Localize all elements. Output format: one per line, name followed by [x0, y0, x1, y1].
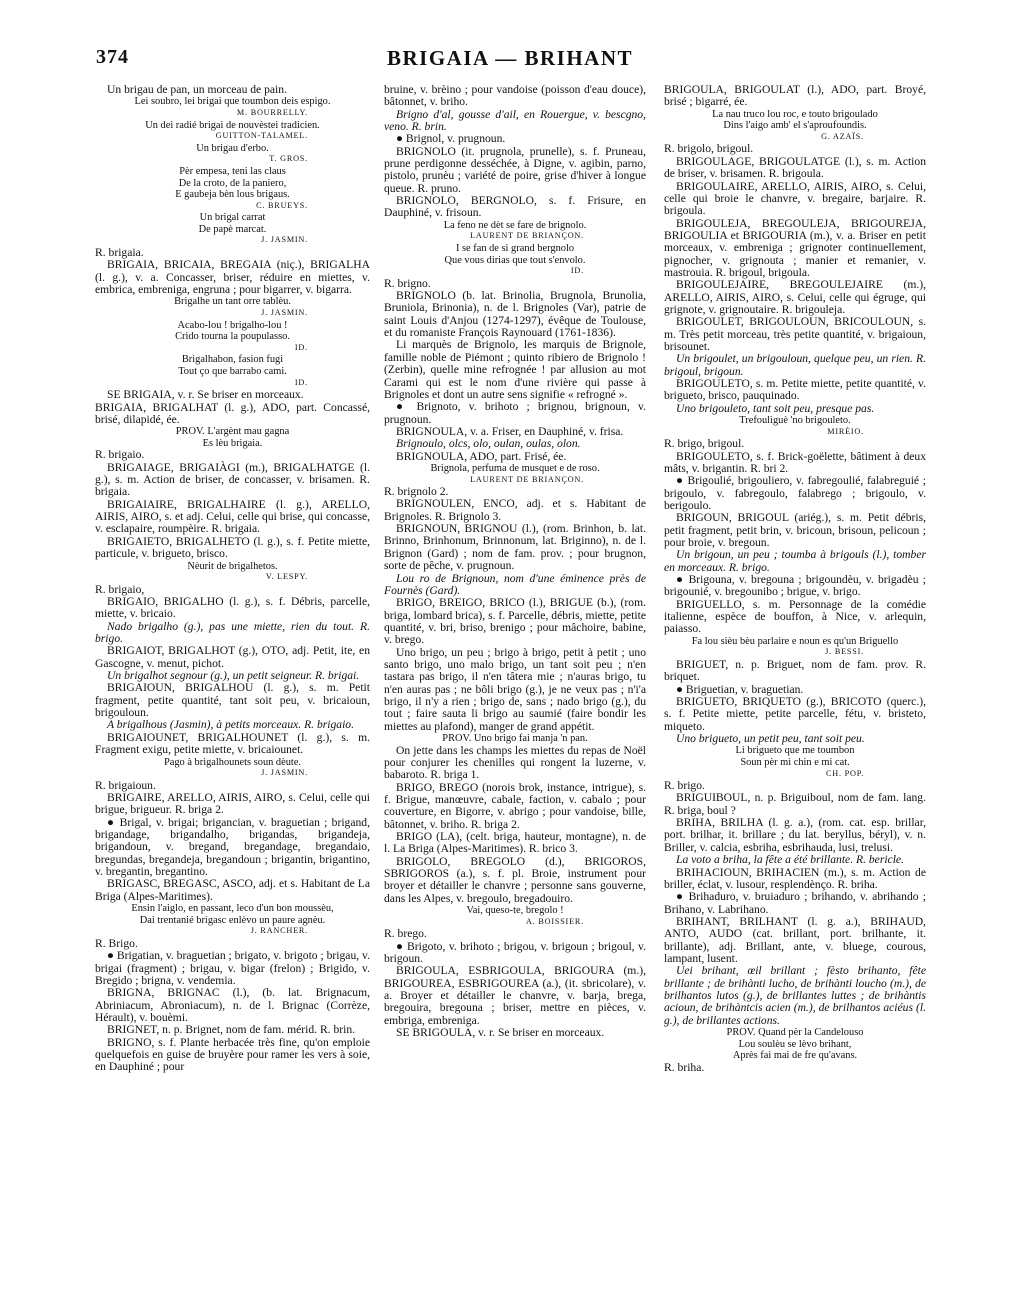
entry-paragraph: BRIGNOULA, ADO, part. Frisé, ée. — [396, 449, 567, 463]
quotation-author: M. BOURRELLY. — [236, 107, 308, 117]
entry-paragraph: SE BRIGOULA, v. r. Se briser en morceaux. — [396, 1025, 605, 1039]
quotation-author: G. AZAÏS. — [821, 131, 864, 141]
entry-paragraph: R. brigaio. — [95, 448, 145, 462]
quotation-line: Trefoulìguè 'no brigouleto. — [739, 415, 851, 427]
quotation-line: De la croto, de la paniero, — [178, 177, 287, 189]
quotation-line: Que vous dirias que tout s'envolo. — [444, 254, 586, 266]
entry-paragraph: Un brigoulet, un brigouloun, quelque peu, un rien. R. brigoul, brigoun. — [664, 352, 926, 378]
quotation-line: Un dei radié brigai de nouvèstei tradicien. — [145, 119, 320, 131]
entry-paragraph: BRIHA, BRILHA (l. g. a.), (rom. cat. esp. brillar, port. brilhar, it. brillare ; du lat. beryllus, béryl), v. n. Briller, v. calcia, esbriha, esbrihauda, lusi, trelusi. — [664, 816, 926, 854]
entry-paragraph: On jette dans les champs les miettes du repas de Noël pour conjurer les chenilles qui rongent la luzerne, v. babaroto. R. briga 1. — [384, 743, 646, 782]
entry-paragraph: BRIGO, BREIGO, BRICO (l.), BRIGUE (b.), (rom. briga, lombard brica), s. f. Parcelle, débris, miette, petite quantité, v. bri, briso, brenigo ; pour mâchoire, babine, v. brego. — [384, 596, 646, 647]
entry-paragraph: ● Brigal, v. brigai; brigancian, v. braguetian ; brigand, brigandage, brigandalho, brigandas, brigandeja, brigandoun, v. bregand, bregandage, bregandaio, bregundas, bregandeja, bregandoun ; brigantin, brigantino, v. bregantin, bregantino. — [95, 815, 370, 879]
entry-paragraph: BRIHACIOUN, BRIHACIEN (m.), s. m. Action de briller, éclat, v. lusour, resplendènço. R. briha. — [664, 865, 926, 891]
entry-paragraph: BRIGOULAGE, BRIGOULATGE (l.), s. m. Action de briser, v. brisamen. R. brigoula. — [664, 154, 926, 181]
entry-paragraph: BRIGOULEJA, BREGOULEJA, BRIGOUREJA, BRIGOULIA et BRIGOURIA (m.), v. a. Briser en petit morceaux, v. embreniga ; grignoter continuellement, pignocher, v. grignouta ; manier et remanier, v. mastrouia. R. brigoul, brigoula. — [664, 216, 926, 279]
quotation-line: Ensin l'aiglo, en passant, leco d'un bon moussèu, — [131, 903, 334, 915]
entry-paragraph: BRIGUIBOUL, n. p. Briguiboul, nom de fam. lang. R. briga, boul ? — [664, 791, 926, 817]
entry-paragraph: Li marquès de Brignolo, les marquis de Brignole, famille noble de Piémont ; quinto ribiero de Brignolo ! (Zerbin), quelle mine refrognée ! par allusion au mot Carami qui est le nom d'une rivière qui passe à Brignoles et dont un autre sens signifie « refrogné ». — [384, 338, 646, 401]
entry-paragraph: Uno brigouleto, tant soit peu, presque pas. — [676, 401, 875, 415]
entry-paragraph: R. brigaia. — [95, 246, 144, 260]
entry-paragraph: R. brignolo 2. — [384, 485, 449, 499]
quotation-author: ID. — [294, 377, 308, 387]
entry-paragraph: ● Brigouna, v. bregouna ; brigoundèu, v. brigadèu ; brigounié, v. bregounibo ; brigue, v. brigo. — [664, 573, 926, 599]
entry-paragraph: BRIGAIA, BRICAIA, BREGAIA (niç.), BRIGALHA (l. g.), v. a. Concasser, briser, réduire en miettes, v. embrica, embreniga, engruna ; pour bigarrer, v. bigarra. — [95, 258, 370, 297]
quotation-line: Fa lou sièu bèu parlaire e noun es qu'un Briguello — [691, 635, 899, 647]
entry-paragraph: BRIGAIA, BRIGALHAT (l. g.), ADO, part. Concassé, brisé, dilapidé, ée. — [95, 400, 370, 426]
quotation-author: LAURENT DE BRIANÇON. — [470, 231, 584, 241]
quotation-line: La nau truco lou roc, e touto brigoulado — [712, 108, 878, 120]
entry-paragraph: BRIGAIRE, ARELLO, AIRIS, AIRO, s. Celui, celle qui brigue, brigueur. R. briga 2. — [95, 791, 370, 817]
quotation-line: Pèr empesa, teni las claus — [179, 165, 286, 177]
dictionary-column-middle — [384, 84, 646, 1296]
entry-paragraph: ● Brihaduro, v. bruiaduro ; brihando, v. abrihando ; Brihano, v. Labrihano. — [664, 890, 926, 916]
entry-paragraph: BRIGOULA, ESBRIGOULA, BRIGOURA (m.), BRIGOUREA, ESBRIGOUREA (a.), (it. sbricolare), v. a. Broyer et détailler le chanvre, v. barja, brega, bregouira, bregouna ; briser, mettre en pièces, v. embriga, embreniga. — [384, 964, 646, 1027]
entry-paragraph: R. briha. — [664, 1060, 705, 1074]
quotation-author: T. GROS. — [269, 154, 308, 164]
entry-paragraph: Brigno d'al, gousse d'ail, en Rouergue, v. bescgno, veno. R. brin. — [384, 107, 646, 134]
entry-paragraph: BRIGAIOT, BRIGALHOT (g.), OTO, adj. Petit, ite, en Gascogne, v. menut, pichot. — [95, 644, 370, 670]
entry-paragraph: BRIGOLO, BREGOLO (d.), BRIGOROS, SBRIGOROS (a.), s. f. pl. Broie, instrument pour broyer et détailler le chanvre ; personne sans gouverne, dans les Alpes, v. bregoulo, bregadouiro. — [384, 854, 646, 905]
entry-paragraph: BRIGAIAIRE, BRIGALHAIRE (l. g.), ARELLO, AIRIS, AIRO, s. et adj. Celui, celle qui brise, qui concasse, v. esclapaire, roumpèire. R. brigaia. — [95, 497, 370, 536]
entry-paragraph: ● Briguetian, v. braguetian. — [676, 682, 804, 696]
entry-paragraph: BRIGAIETO, BRIGALHETO (l. g.), s. f. Petite miette, particule, v. brigueto, brisco. — [95, 534, 370, 561]
quotation-author: J. BESSI. — [825, 647, 864, 657]
entry-paragraph: ● Brignol, v. prugnoun. — [396, 132, 506, 146]
entry-paragraph: BRIGAIAGE, BRIGAIÀGI (m.), BRIGALHATGE (l. g.), s. m. Action de briser, de concasser, v. brisamen. R. brigaia. — [95, 460, 370, 499]
entry-paragraph: BRIGNA, BRIGNAC (l.), (b. lat. Brignacum, Abriniacum, Abroniacum), n. de l. Brignac (Corrèze, Hérault), v. bouèmi. — [95, 986, 370, 1024]
entry-paragraph: La voto a briha, la fête a été brillante. R. bericle. — [676, 853, 904, 867]
entry-paragraph: ● Brigoto, v. brihoto ; brigou, v. brigoun ; brigoul, v. brigoun. — [384, 939, 646, 965]
quotation-line: Lou soulèu se lèvo brihant, — [738, 1038, 852, 1050]
quotation-author: LAURENT DE BRIANÇON. — [470, 474, 584, 484]
entry-paragraph: R. brigaioun. — [95, 778, 156, 792]
entry-paragraph: R. brego. — [384, 927, 427, 941]
entry-paragraph: BRIGOULET, BRIGOULOUN, BRICOULOUN, s. m. Très petit morceau, très petite quantité, v. brigaioun, brisounet. — [664, 315, 926, 353]
quotation-line: Dins l'aigo amb' el s'aproufoundis. — [723, 120, 867, 132]
entry-paragraph: BRIGAIOUN, BRIGALHOU (l. g.), s. m. Petit fragment, petite quantité, tant soit peu, v. bricaioun, brigouloun. — [95, 681, 370, 720]
entry-paragraph: BRIGO, BREGO (norois brok, instance, intrigue), s. f. Brigue, manœuvre, cabale, faction, v. cabalo ; pour couverture, en Bigorre, v. abrigo ; pour vandoise, bille, bâtonnet, v. briho. R. briga 2. — [384, 780, 646, 831]
quotation-line: PROV. Quand pèr la Candelouso — [726, 1026, 864, 1038]
quotation-author: J. JASMIN. — [261, 235, 308, 245]
quotation-author: V. LESPY. — [265, 572, 308, 582]
entry-paragraph: BRIGNOLO, BERGNOLO, s. f. Frisure, en Dauphiné, v. frisoun. — [384, 194, 646, 220]
quotation-author: ID. — [570, 266, 584, 276]
quotation-line: Brigalhe un tant orre tablèu. — [174, 296, 291, 308]
quotation-author: C. BRUEYS. — [256, 200, 308, 210]
entry-paragraph: BRIGOULAIRE, ARELLO, AIRIS, AIRO, s. Celui, celle qui broie le chanvre, v. bregaire, barjaire. R. brigoula. — [664, 179, 926, 218]
entry-paragraph: BRIGNO, s. f. Plante herbacée très fine, qu'on emploie quelquefois en guise de bruyère pour ramer les vers à soie, en Dauphiné ; pour — [95, 1035, 370, 1074]
quotation-line: Tout ço que barrabo cami. — [178, 366, 287, 377]
entry-paragraph: BRIGUET, n. p. Briguet, nom de fam. prov. R. briquet. — [664, 657, 926, 684]
quotation-line: La feno ne dèt se fare de brignolo. — [443, 219, 587, 231]
entry-paragraph: BRIGAIO, BRIGALHO (l. g.), s. f. Débris, parcelle, miette, v. bricaio. — [95, 595, 370, 621]
quotation-author: J. JASMIN. — [261, 768, 308, 778]
quotation-line: PROV. Uno brigo fai manja 'n pan. — [442, 732, 588, 744]
quotation-line: Brignola, perfuma de musquet e de roso. — [430, 462, 600, 474]
page-header — [0, 46, 1024, 82]
entry-paragraph: BRIGOULA, BRIGOULAT (l.), ADO, part. Broyé, brisé ; bigarré, ée. — [664, 84, 926, 109]
quotation-line: Un brigau d'erbo. — [196, 142, 269, 154]
quotation-line: Pago à brigalhounets soun dèute. — [163, 756, 302, 768]
quotation-line: Un brigal carrat — [199, 212, 266, 224]
entry-paragraph: BRIGNOLO (b. lat. Brinolia, Brugnola, Brunolia, Bruniola, Brinonia), n. de l. Brignoles (Var), patrie de saint Louis d'Anjou (1274-1297), évêque de Toulouse, et du romaniste François Raynouard (1761-1836). — [384, 289, 646, 340]
entry-paragraph: BRIGO (LA), (celt. briga, hauteur, montagne), n. de l. La Briga (Alpes-Maritimes). R. brico 3. — [384, 829, 646, 856]
page-number: 374 — [96, 46, 129, 68]
quotation-author: A. BOISSIER. — [525, 916, 584, 926]
entry-paragraph: BRIGOULEJAIRE, BREGOULEJAIRE (m.), ARELLO, AIRIS, AIRO, s. Celui, celle qui égruge, qui grignote, v. grignoutaire. R. brigouleja. — [664, 278, 926, 316]
entry-paragraph: BRIHANT, BRILHANT (l. g. a.), BRIHAUD, ANTO, AUDO (cat. brillant, port. brilhante, it. brillante), adj. Brillant, ante, v. bluege, courous, lampant, lusent. — [664, 914, 926, 965]
entry-paragraph: BRIGNET, n. p. Brignet, nom de fam. mérid. R. brin. — [107, 1023, 356, 1037]
entry-paragraph: BRIGAIOUNET, BRIGALHOUNET (l. g.), s. m. Fragment exigu, petite miette, v. bricaiounet. — [95, 730, 370, 757]
entry-paragraph: R. brigo, brigoul. — [664, 437, 745, 451]
entry-paragraph: A brigalhous (Jasmin), à petits morceaux. R. brigaio. — [107, 718, 354, 732]
quotation-line: Acabo-lou ! brigalho-lou ! — [177, 319, 288, 331]
quotation-line: Li brigueto que me toumbon — [735, 745, 855, 757]
entry-paragraph: Lou ro de Brignoun, nom d'une éminence près de Fournès (Gard). — [384, 571, 646, 597]
quotation-author: J. RANCHER. — [250, 926, 308, 936]
entry-paragraph: Un brigau de pan, un morceau de pain. — [107, 84, 287, 96]
entry-paragraph: BRIGOULETO, s. m. Petite miette, petite quantité, v. brigueto, brisco, pauquinado. — [664, 377, 926, 403]
entry-paragraph: BRIGNOLO (it. prugnola, prunelle), s. f. Pruneau, prune perdigonne desséchée, à Digne, v. agibin, parno, pistolo, prunèu ; variété de poire, grise d'hiver à longue queue. R. pruno. — [384, 144, 646, 195]
entry-paragraph: R. brigolo, brigoul. — [664, 142, 754, 156]
entry-paragraph: BRIGUETO, BRIQUETO (g.), BRICOTO (querc.), s. f. Petite miette, petite parcelle, fétu, v. bristeto, miqueto. — [664, 694, 926, 733]
entry-paragraph: BRIGASC, BREGASC, ASCO, adj. et s. Habitant de La Briga (Alpes-Maritimes). — [95, 877, 370, 903]
quotation-line: Après fai mai de fre qu'avans. — [732, 1050, 858, 1062]
entry-paragraph: Uno brigo, un peu ; brigo à brigo, petit à petit ; uno santo brigo, uno malo brigo, un tant soit peu ; n'en tastara pas brigo, il n'en tâtera mie ; n'auras brigo, tu n'en auras pas ; ne bôli brigo (g.), je ne veux pas ; n'i'a brigo, il n'y a rien ; brigo de, sans ; nado brigo (g.), du tout ; faire sauta li brigo au saumié (faire bondir les miettes au plafond), manger de grand appétit. — [384, 645, 646, 733]
quotation-line: Es lèu brigaia. — [202, 437, 263, 449]
quotation-line: PROV. L'argènt mau gagna — [175, 426, 290, 438]
quotation-author: MIRÈIO. — [827, 426, 864, 436]
entry-paragraph: BRIGOUN, BRIGOUL (ariég.), s. m. Petit débris, petit fragment, petit brin, v. bricoun, brisoun, pelicoun ; pour broie, v. bregoun. — [664, 511, 926, 549]
entry-paragraph: BRIGNOUN, BRIGNOU (l.), (rom. Brinhon, b. lat. Brinno, Brinhonum, Brinnonum, lat. Briginno), n. de l. Brignon (Gard) ; nom de fam. prov. ; pour brugnon, sorte de pêche, v. prugnoun. — [384, 522, 646, 573]
quotation-line: Vai, queso-te, bregolo ! — [466, 905, 564, 917]
entry-paragraph: Uei brihant, œil brillant ; fèsto brihanto, fête brillante ; de brihànti lucho, de brihànti loucho (m.), de brilhantos lutos (g.), de brillantes luttes ; de brihàntis acioun, de brihàntcis acien (m.), de brilhantos aciéus (l. g.), de brillantes actions. — [664, 964, 926, 1027]
entry-paragraph: BRIGNOULEN, ENCO, adj. et s. Habitant de Brignoles. R. Brignolo 3. — [384, 497, 646, 523]
quotation-line: Crido tourna la poupulasso. — [175, 331, 290, 343]
quotation-author: CH. POP. — [825, 768, 864, 778]
quotation-line: De papè marcat. — [198, 223, 267, 235]
entry-paragraph: ● Brigatian, v. braguetian ; brigato, v. brigoto ; brigau, v. brigai (fragment) ; brigau, v. bigar (frelon) ; Brigido, v. Bregido ; brigna, v. vendemia. — [95, 949, 370, 987]
quotation-line: I se fan de si grand bergnolo — [455, 242, 575, 254]
dictionary-column-right — [664, 84, 926, 1296]
quotation-line: Nèurit de brigalhetos. — [187, 560, 278, 572]
quotation-author: J. JASMIN. — [261, 308, 308, 318]
quotation-author: GUITTON-TALAMEL. — [215, 131, 308, 141]
entry-paragraph: BRIGOULETO, s. f. Brick-goëlette, bâtiment à deux mâts, v. brigantin. R. bri 2. — [664, 449, 926, 475]
entry-paragraph: R. brigaio, — [95, 582, 145, 596]
entry-paragraph: Un brigalhot segnour (g.), un petit seigneur. R. brigai. — [107, 669, 360, 683]
entry-paragraph: R. brigno. — [384, 276, 431, 290]
quotation-line: Soun pèr mi chin e mi cat. — [740, 756, 850, 768]
entry-paragraph: ● Brignoto, v. brihoto ; brignou, brignoun, v. prugnoun. — [384, 400, 646, 426]
quotation-line: Brigalhabon, fasion fugi — [181, 354, 284, 366]
entry-paragraph: Brignoulo, olcs, olo, oulan, oulas, olon. — [396, 437, 581, 451]
entry-paragraph: R. brigo. — [664, 779, 705, 793]
entry-paragraph: Un brigoun, un peu ; toumba à brigouls (l.), tomber en morceaux. R. brigo. — [664, 548, 926, 574]
entry-paragraph: bruine, v. brèino ; pour vandoise (poisson d'eau douce), bâtonnet, v. briho. — [384, 84, 646, 109]
dictionary-column-left — [95, 84, 370, 1296]
entry-paragraph: BRIGNOULA, v. a. Friser, en Dauphiné, v. frisa. — [396, 424, 624, 438]
entry-paragraph: R. Brigo. — [95, 936, 138, 950]
entry-paragraph: Uno brigueto, un petit peu, tant soit peu. — [676, 731, 865, 745]
quotation-line: E gaubeja bèn lous brigaus. — [175, 189, 290, 201]
quotation-line: Dai trentanié brigasc enlèvo un paure agnèu. — [139, 914, 326, 926]
quotation-author: ID. — [294, 342, 308, 352]
entry-paragraph: ● Brigoulié, brigouliero, v. fabregoulié, falabreguié ; brigoulo, v. fabregoulo, falabrego ; brigoulo, v. berigoulo. — [664, 474, 926, 512]
entry-paragraph: BRIGUELLO, s. m. Personnage de la comédie italienne, espèce de bouffon, à Nice, v. arlequin, paiasso. — [664, 597, 926, 636]
running-head: BRIGAIA — BRIHANT — [386, 46, 634, 70]
entry-paragraph: SE BRIGAIA, v. r. Se briser en morceaux. — [107, 388, 304, 402]
quotation-line: Lei soubro, lei brigai que toumbon deis espigo. — [134, 96, 331, 108]
entry-paragraph: Nado brigalho (g.), pas une miette, rien du tout. R. brigo. — [95, 619, 370, 646]
